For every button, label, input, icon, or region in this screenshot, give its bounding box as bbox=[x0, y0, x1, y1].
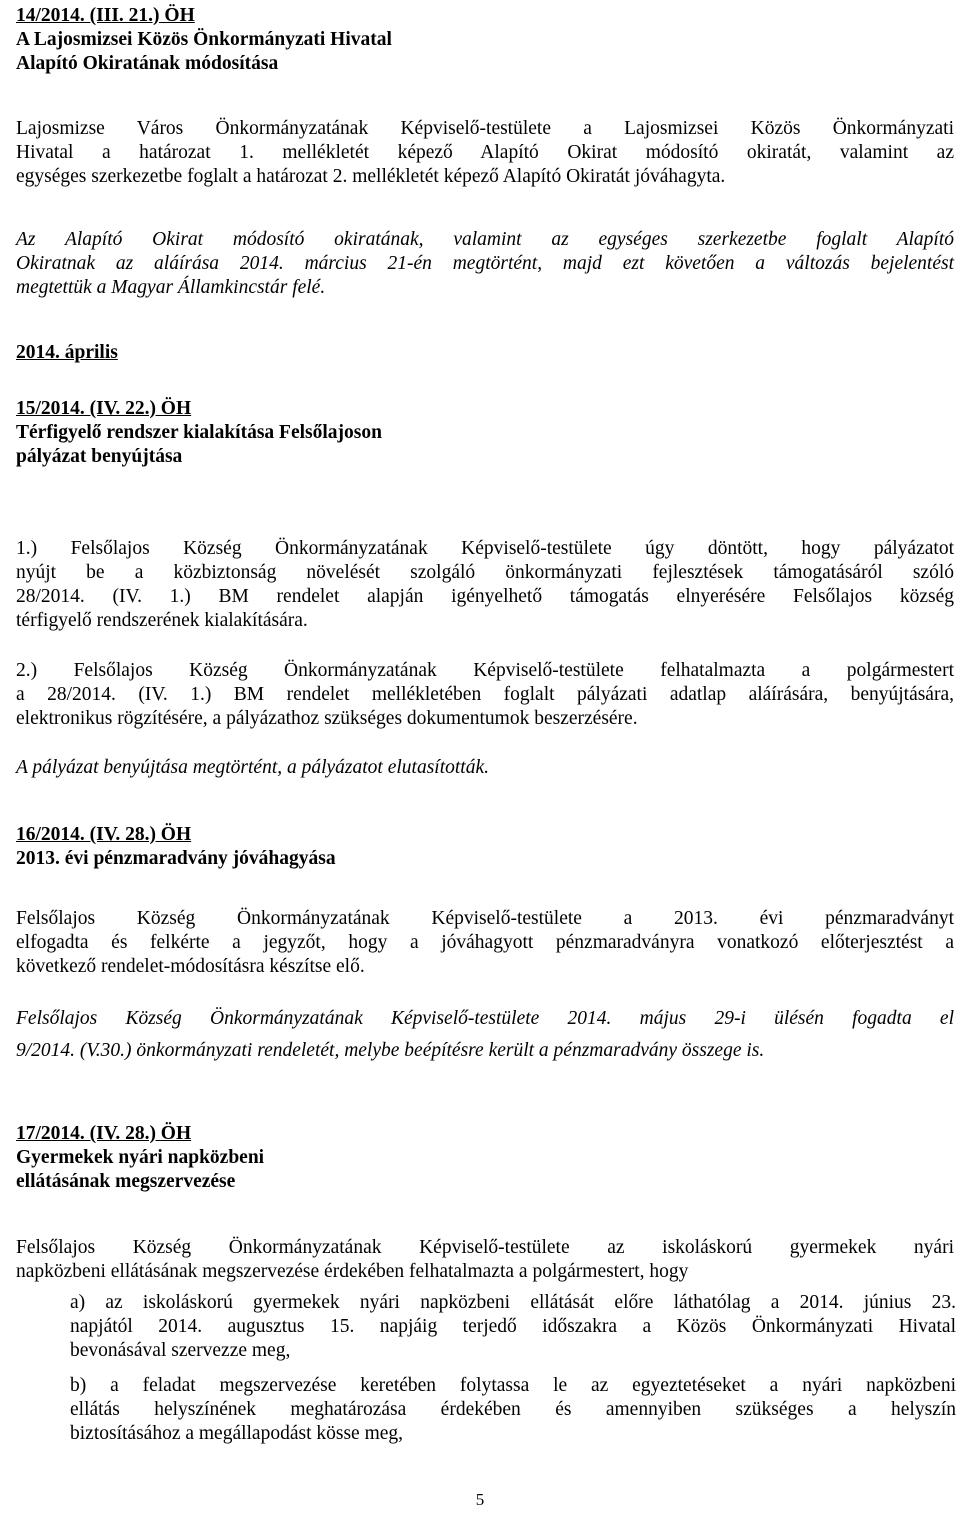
resolution-16-title: 2013. évi pénzmaradvány jóváhagyása bbox=[16, 848, 336, 869]
text-line: Az Alapító Okirat módosító okiratának, valamint az egységes szerkezetbe foglalt Alapító bbox=[16, 229, 954, 250]
text-line: ellátás helyszínének meghatározása érdekében és amennyiben szükséges a helyszín bbox=[70, 1399, 956, 1420]
resolution-15-paragraph-2 bbox=[16, 659, 954, 731]
text-line: napjától 2014. augusztus 15. napjáig terjedő időszakra a Közös Önkormányzati Hivatal bbox=[70, 1316, 956, 1337]
text-line: a 28/2014. (IV. 1.) BM rendelet mellékletében foglalt pályázati adatlap aláírására, benyújtására, bbox=[16, 684, 954, 705]
resolution-15-header bbox=[16, 397, 954, 469]
resolution-17-header bbox=[16, 1122, 954, 1194]
resolution-15-result: A pályázat benyújtása megtörtént, a pályázatot elutasították. bbox=[16, 757, 490, 778]
text-line: b) a feladat megszervezése keretében folytassa le az egyeztetéseket a nyári napközbeni bbox=[70, 1375, 956, 1396]
resolution-14-id: 14/2014. (III. 21.) ÖH bbox=[16, 5, 195, 26]
resolution-17-item-a bbox=[70, 1291, 956, 1363]
resolution-15-title-line2: pályázat benyújtása bbox=[16, 446, 183, 467]
text-line: megtettük a Magyar Államkincstár felé. bbox=[16, 277, 326, 298]
text-line: 2.) Felsőlajos Község Önkormányzatának Képviselő-testülete felhatalmazta a polgármestert bbox=[16, 660, 954, 681]
text-line: elektronikus rögzítésére, a pályázathoz szükséges dokumentumok beszerzésére. bbox=[16, 708, 638, 729]
resolution-15-title-line1: Térfigyelő rendszer kialakítása Felsőlajoson bbox=[16, 422, 382, 443]
resolution-14-title-line2: Alapító Okiratának módosítása bbox=[16, 53, 279, 74]
resolution-17-paragraph-1 bbox=[16, 1236, 954, 1284]
text-line: elfogadta és felkérte a jegyzőt, hogy a jóváhagyott pénzmaradványra vonatkozó előterjesztést a bbox=[16, 932, 954, 953]
resolution-14-paragraph-2 bbox=[16, 228, 954, 300]
text-line: 28/2014. (IV. 1.) BM rendelet alapján igényelhető támogatás elnyerésére Felsőlajos község bbox=[16, 586, 954, 607]
resolution-16-id: 16/2014. (IV. 28.) ÖH bbox=[16, 824, 192, 845]
text-line: térfigyelő rendszerének kialakítására. bbox=[16, 610, 308, 631]
resolution-16-paragraph-1 bbox=[16, 907, 954, 979]
text-line: Okiratnak az aláírása 2014. március 21-én megtörtént, majd ezt követően a változás bejelentést bbox=[16, 253, 954, 274]
text-line: 9/2014. (V.30.) önkormányzati rendeletét, melybe beépítésre került a pénzmaradvány összege is. bbox=[16, 1040, 765, 1061]
resolution-15-paragraph-1 bbox=[16, 537, 954, 633]
resolution-17-id: 17/2014. (IV. 28.) ÖH bbox=[16, 1123, 192, 1144]
resolution-14-paragraph-1 bbox=[16, 117, 954, 189]
text-line: következő rendelet-módosításra készítse elő. bbox=[16, 956, 365, 977]
text-line: bevonásával szervezze meg, bbox=[70, 1340, 291, 1361]
text-line: biztosításához a megállapodást kösse meg, bbox=[70, 1423, 404, 1444]
text-line: egységes szerkezetbe foglalt a határozat 2. mellékletét képező Alapító Okiratát jóváhagyta. bbox=[16, 166, 726, 187]
text-line: Lajosmizse Város Önkormányzatának Képviselő-testülete a Lajosmizsei Közös Önkormányzati bbox=[16, 118, 954, 139]
text-line: napközbeni ellátásának megszervezése érdekében felhatalmazta a polgármestert, hogy bbox=[16, 1261, 689, 1282]
text-line: Felsőlajos Község Önkormányzatának Képviselő-testülete a 2013. évi pénzmaradványt bbox=[16, 908, 954, 929]
text-line: a) az iskoláskorú gyermekek nyári napközbeni ellátását előre láthatólag a 2014. június 23. bbox=[70, 1292, 956, 1313]
text-line: nyújt be a közbiztonság növelését szolgáló önkormányzati fejlesztések támogatásáról szóló bbox=[16, 562, 954, 583]
resolution-14-title-line1: A Lajosmizsei Közös Önkormányzati Hivatal bbox=[16, 29, 392, 50]
resolution-14-header bbox=[16, 4, 954, 76]
text-line: Felsőlajos Község Önkormányzatának Képviselő-testülete 2014. május 29-i ülésén fogadta el bbox=[16, 1008, 954, 1029]
resolution-17-title-line1: Gyermekek nyári napközbeni bbox=[16, 1147, 265, 1168]
resolution-17-item-b bbox=[70, 1374, 956, 1446]
resolution-16-header bbox=[16, 823, 954, 871]
resolution-15-id: 15/2014. (IV. 22.) ÖH bbox=[16, 398, 192, 419]
month-heading: 2014. április bbox=[16, 342, 118, 363]
text-line: 1.) Felsőlajos Község Önkormányzatának Képviselő-testülete úgy döntött, hogy pályázatot bbox=[16, 538, 954, 559]
text-line: Hivatal a határozat 1. mellékletét képező Alapító Okirat módosító okiratát, valamint az bbox=[16, 142, 954, 163]
page-number: 5 bbox=[475, 1490, 485, 1509]
resolution-16-paragraph-2 bbox=[16, 1003, 954, 1067]
text-line: Felsőlajos Község Önkormányzatának Képviselő-testülete az iskoláskorú gyermekek nyári bbox=[16, 1237, 954, 1258]
resolution-17-title-line2: ellátásának megszervezése bbox=[16, 1171, 236, 1192]
